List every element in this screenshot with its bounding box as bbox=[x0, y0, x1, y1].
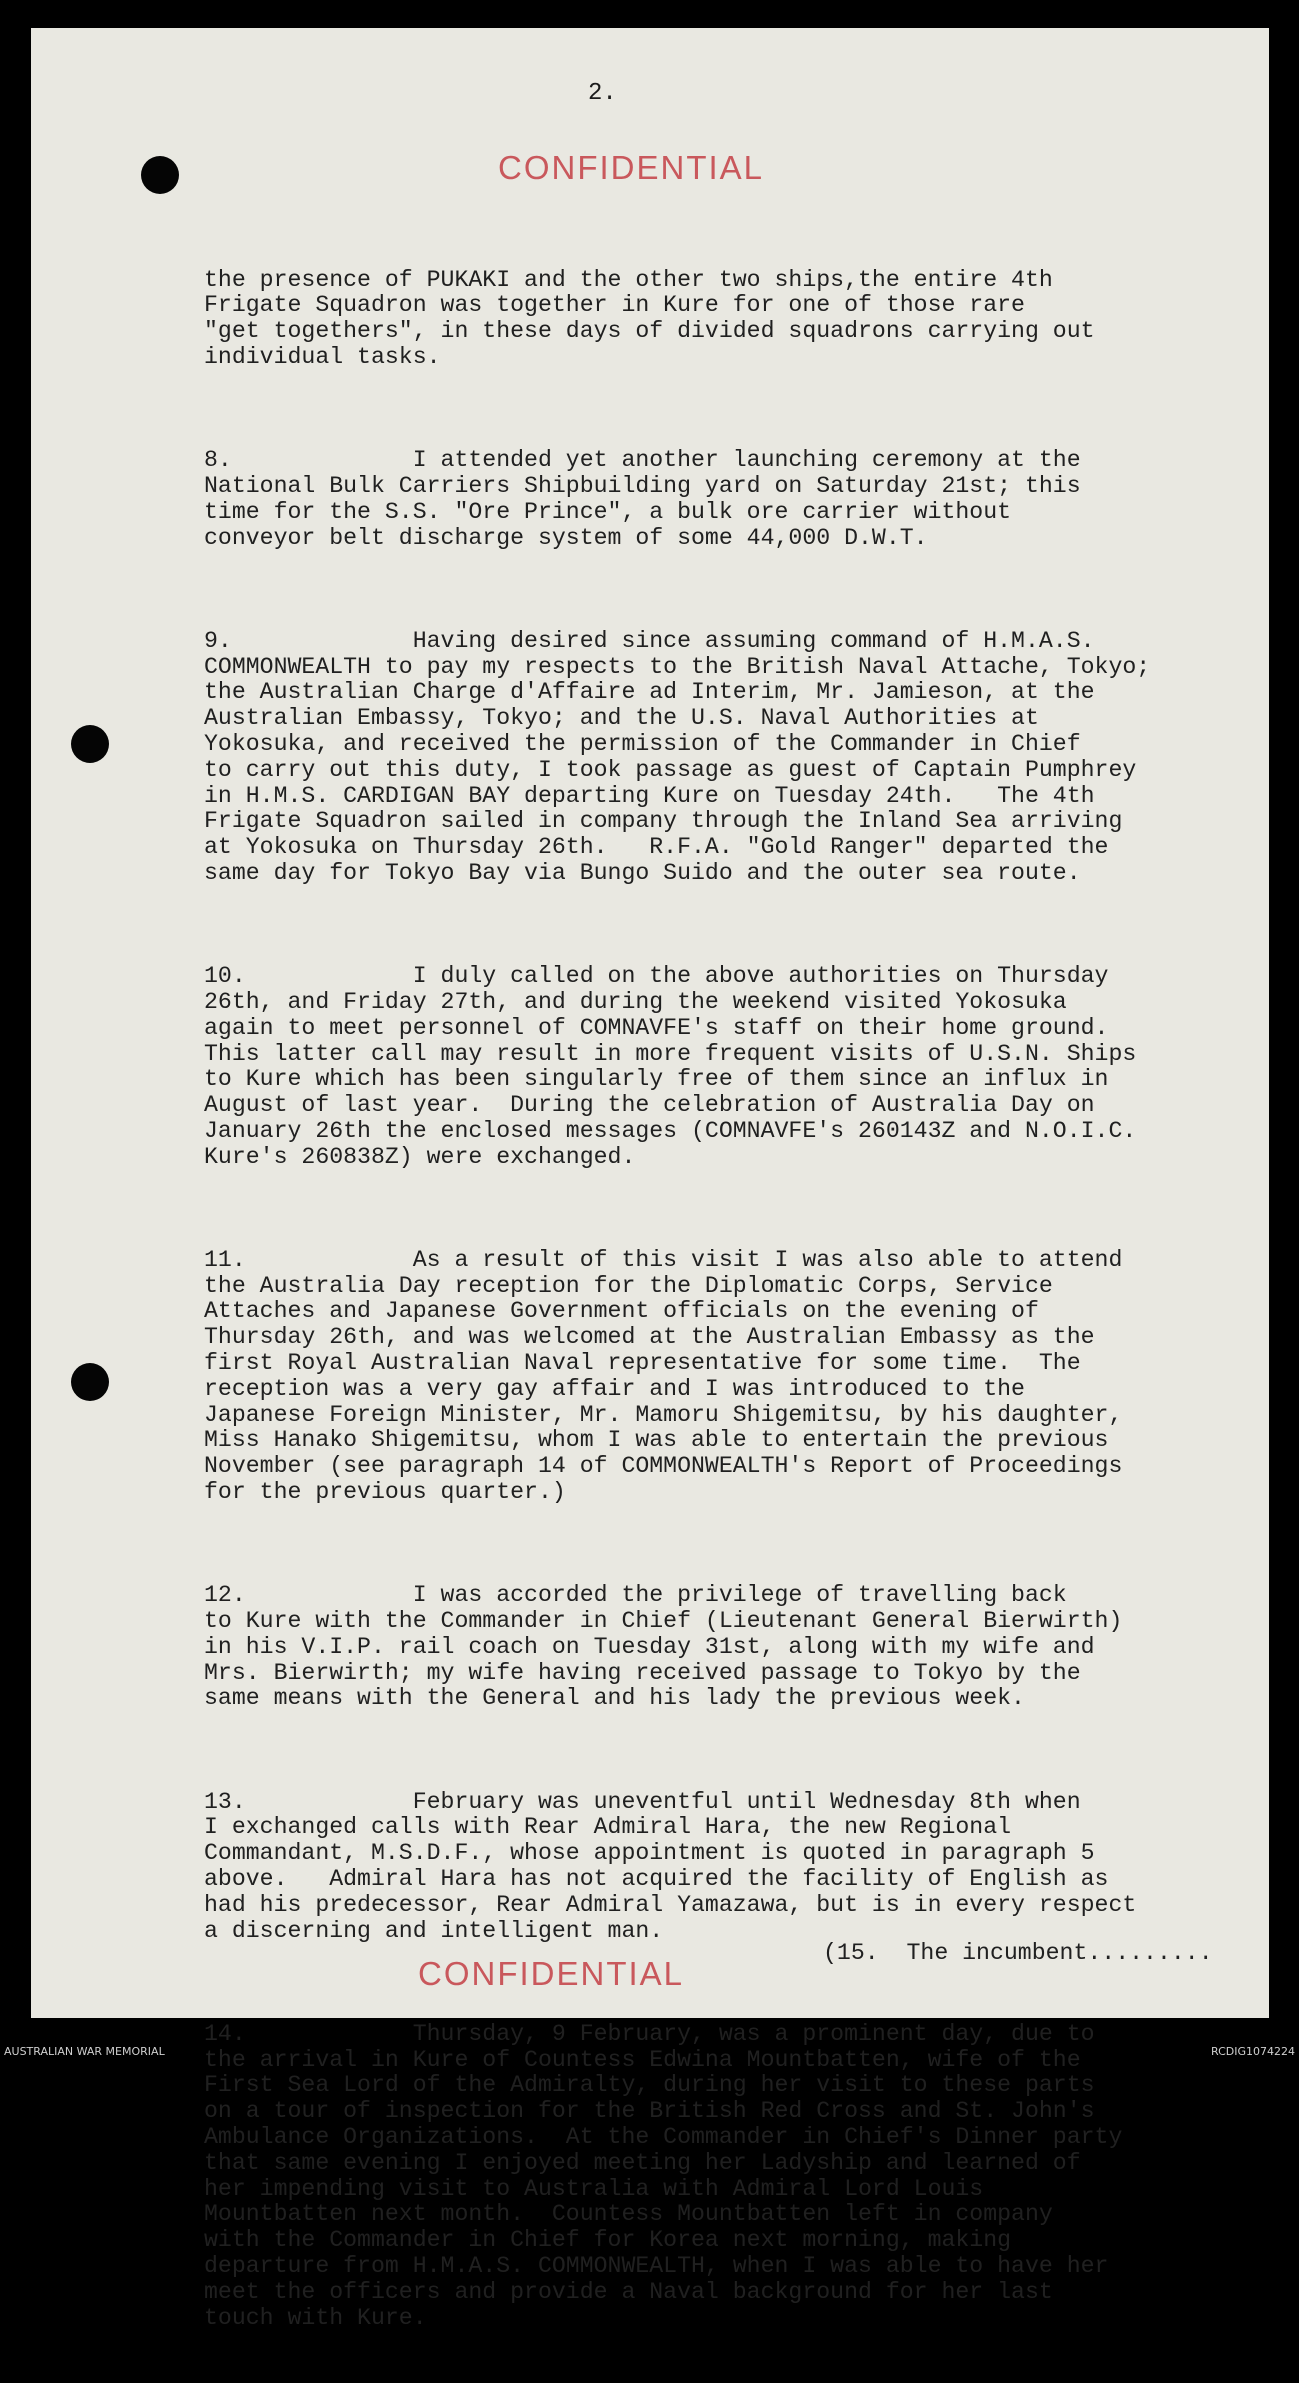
confidential-stamp-bottom: CONFIDENTIAL bbox=[418, 1955, 685, 1992]
paragraph-11: 11. As a result of this visit I was also able to attend the Australia Day reception for the Diplomatic Corps, Service Attaches and Japanese Government officials on the evening of Thursday 26th, and was welcomed at the Australian Embassy as the first Royal Australian Naval representative for some time. The reception was a very gay affair and I was introduced to the Japanese Foreign Minister, Mr. Mamoru Shigemitsu, by his daughter, Miss Hanako Shigemitsu, whom I was able to entertain the previous November (see paragraph 14 of COMMONWEALTH's Report of Proceedings for the previous quarter.) bbox=[204, 1246, 1123, 1506]
archive-reference: RCDIG1074224 bbox=[1210, 2045, 1295, 2058]
document-body bbox=[204, 216, 1264, 2383]
punch-hole-top bbox=[141, 156, 179, 194]
continuation-note: (15. The incumbent......... bbox=[823, 1940, 1213, 1966]
paragraph-13: 13. February was uneventful until Wednesday 8th when I exchanged calls with Rear Admiral Hara, the new Regional Commandant, M.S.D.F., whose appointment is quoted in paragraph 5 above. Admiral Hara has not acquired the facility of English as had his predecessor, Rear Admiral Yamazawa, but is in every respect a discerning and intelligent man. bbox=[204, 1788, 1137, 1944]
paragraph-9: 9. Having desired since assuming command of H.M.A.S. COMMONWEALTH to pay my respects to the British Naval Attache, Tokyo; the Australian Charge d'Affaire ad Interim, Mr. Jamieson, at the Australian Embassy, Tokyo; and the U.S. Naval Authorities at Yokosuka, and received the permission of the Commander in Chief to carry out this duty, I took passage as guest of Captain Pumphrey in H.M.S. CARDIGAN BAY departing Kure on Tuesday 24th. The 4th Frigate Squadron sailed in company through the Inland Sea arriving at Yokosuka on Thursday 26th. R.F.A. "Gold Ranger" departed the same day for Tokyo Bay via Bungo Suido and the outer sea route. bbox=[204, 627, 1151, 886]
archive-credit: AUSTRALIAN WAR MEMORIAL bbox=[4, 2045, 165, 2058]
paragraph-14: 14. Thursday, 9 February, was a prominent day, due to the arrival in Kure of Countess Edwina Mountbatten, wife of the First Sea Lord of the Admiralty, during her visit to these parts on a tour of inspection for the British Red Cross and St. John's Ambulance Organizations. At the Commander in Chief's Dinner party that same evening I enjoyed meeting her Ladyship and learned of her impending visit to Australia with Admiral Lord Louis Mountbatten next month. Countess Mountbatten left in company with the Commander in Chief for Korea next morning, making departure from H.M.A.S. COMMONWEALTH, when I was able to have her meet the officers and provide a Naval background for her last touch with Kure. bbox=[204, 2020, 1123, 2331]
paragraph-continuation: the presence of PUKAKI and the other two ships,the entire 4th Frigate Squadron was together in Kure for one of those rare "get togethers", in these days of divided squadrons carrying out individual tasks. bbox=[204, 266, 1095, 370]
paragraph-12: 12. I was accorded the privilege of travelling back to Kure with the Commander in Chief (Lieutenant General Bierwirth) in his V.I.P. rail coach on Tuesday 31st, along with my wife and Mrs. Bierwirth; my wife having received passage to Tokyo by the same means with the General and his lady the previous week. bbox=[204, 1582, 1123, 1712]
paragraph-10: 10. I duly called on the above authorities on Thursday 26th, and Friday 27th, and during the weekend visited Yokosuka again to meet personnel of COMNAVFE's staff on their home ground. This latter call may result in more frequent visits of U.S.N. Ships to Kure which has been singularly free of them since an influx in August of last year. During the celebration of Australia Day on January 26th the enclosed messages (COMNAVFE's 260143Z and N.O.I.C. Kure's 260838Z) were exchanged. bbox=[204, 963, 1137, 1170]
paragraph-8: 8. I attended yet another launching ceremony at the National Bulk Carriers Shipbuilding yard on Saturday 21st; this time for the S.S. "Ore Prince", a bulk ore carrier without conveyor belt discharge system of some 44,000 D.W.T. bbox=[204, 447, 1081, 551]
page-number: 2. bbox=[588, 80, 617, 107]
confidential-stamp-top: CONFIDENTIAL bbox=[498, 149, 765, 186]
punch-hole-bottom bbox=[71, 1363, 109, 1401]
punch-hole-middle bbox=[71, 725, 109, 763]
